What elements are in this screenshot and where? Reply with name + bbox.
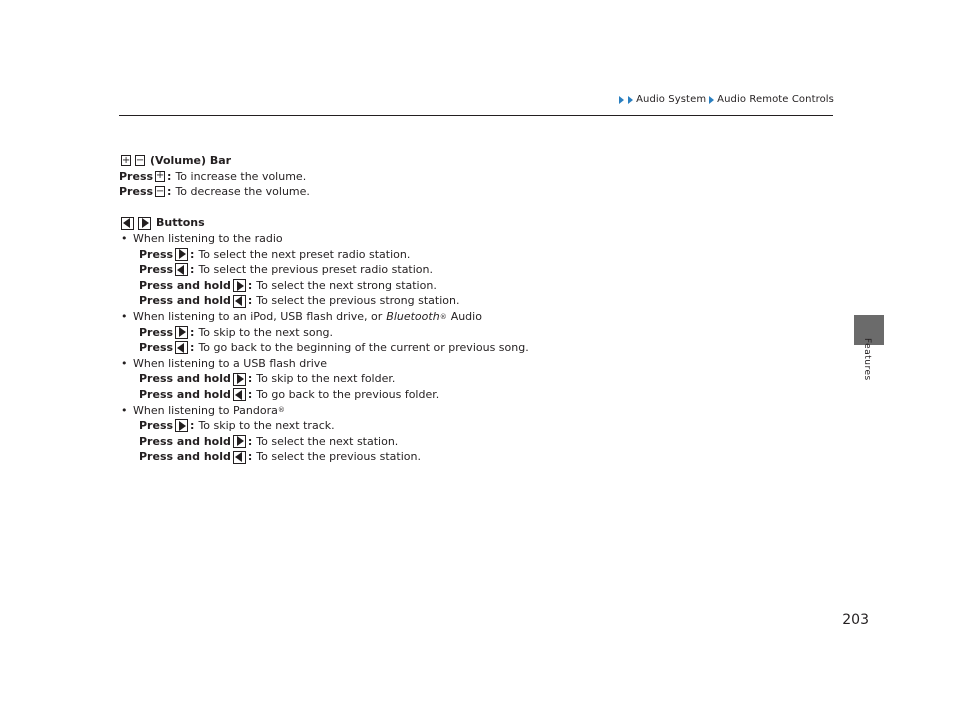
pandora-bullet-text: • When listening to Pandora xyxy=(133,403,278,417)
usb-hold-prev-line xyxy=(119,387,739,403)
colon: : xyxy=(190,419,195,433)
radio-next-line xyxy=(119,247,739,263)
right-arrow-button-icon xyxy=(233,373,246,386)
pandora-hold-next-line xyxy=(119,434,739,450)
increase-text: To increase the volume. xyxy=(175,169,307,183)
registered-mark: ® xyxy=(277,406,285,415)
left-arrow-button-icon xyxy=(233,295,246,308)
press-and-hold-label: Press and hold xyxy=(139,372,231,386)
pandora-hold-prev-line xyxy=(119,449,739,465)
ipod-bullet-text: • When listening to an iPod, USB flash drive, or xyxy=(133,309,383,323)
registered-mark: ® xyxy=(439,312,447,321)
colon: : xyxy=(247,387,253,401)
ipod-next-line xyxy=(119,325,739,341)
bluetooth-text: Bluetooth xyxy=(386,309,440,323)
bullet-pandora xyxy=(119,403,739,419)
usb-hold-prev-text: To go back to the previous folder. xyxy=(256,387,440,401)
volume-decrease-line xyxy=(119,184,739,200)
left-arrow-button-icon xyxy=(233,451,246,464)
pandora-hold-next-text: To select the next station. xyxy=(256,434,399,448)
colon: : xyxy=(247,372,253,386)
press-and-hold-label: Press and hold xyxy=(139,278,231,292)
chevron-icon xyxy=(628,96,633,104)
buttons-heading xyxy=(119,215,739,231)
chevron-icon xyxy=(619,96,624,104)
chevron-icon xyxy=(709,96,714,104)
colon: : xyxy=(247,450,253,464)
press-label: Press xyxy=(139,263,174,277)
pandora-hold-prev-text: To select the previous station. xyxy=(256,450,421,464)
radio-next-text: To select the next preset radio station. xyxy=(198,247,411,261)
plus-key-icon: + xyxy=(121,154,131,166)
pandora-next-line xyxy=(119,418,739,434)
section-label: Features xyxy=(862,338,872,381)
breadcrumb xyxy=(618,94,834,105)
minus-key-icon: − xyxy=(155,185,165,197)
bullet-ipod xyxy=(119,309,739,325)
press-and-hold-label: Press and hold xyxy=(139,434,231,448)
press-and-hold-label: Press and hold xyxy=(139,387,231,401)
usb-hold-next-line xyxy=(119,371,739,387)
breadcrumb-part-1[interactable]: Audio System xyxy=(636,94,707,105)
press-label: Press xyxy=(139,341,174,355)
radio-hold-prev-line xyxy=(119,293,739,309)
radio-hold-next-text: To select the next strong station. xyxy=(256,278,437,292)
colon: : xyxy=(247,278,253,292)
right-arrow-button-icon xyxy=(138,217,151,230)
radio-hold-next-line xyxy=(119,278,739,294)
colon: : xyxy=(190,263,195,277)
colon: : xyxy=(190,325,195,339)
colon: : xyxy=(167,169,172,183)
minus-key-icon: − xyxy=(135,154,145,166)
press-label: Press xyxy=(119,185,154,199)
press-and-hold-label: Press and hold xyxy=(139,294,231,308)
ipod-prev-line xyxy=(119,340,739,356)
press-and-hold-label: Press and hold xyxy=(139,450,231,464)
colon: : xyxy=(190,341,195,355)
plus-key-icon: + xyxy=(155,170,165,182)
ipod-next-text: To skip to the next song. xyxy=(198,325,334,339)
page-number: 203 xyxy=(842,612,869,628)
press-label: Press xyxy=(119,169,154,183)
ipod-prev-text: To go back to the beginning of the current or previous song. xyxy=(198,341,529,355)
right-arrow-button-icon xyxy=(175,419,188,432)
left-arrow-button-icon xyxy=(175,263,188,276)
header-rule xyxy=(119,115,833,116)
pandora-next-text: To skip to the next track. xyxy=(198,419,335,433)
colon: : xyxy=(247,294,253,308)
right-arrow-button-icon xyxy=(233,279,246,292)
left-arrow-button-icon xyxy=(233,388,246,401)
colon: : xyxy=(247,434,253,448)
radio-hold-prev-text: To select the previous strong station. xyxy=(256,294,460,308)
decrease-text: To decrease the volume. xyxy=(175,185,310,199)
left-arrow-button-icon xyxy=(121,217,134,230)
press-label: Press xyxy=(139,247,174,261)
colon: : xyxy=(167,185,172,199)
right-arrow-button-icon xyxy=(175,326,188,339)
buttons-heading-text: Buttons xyxy=(156,216,205,230)
volume-increase-line xyxy=(119,169,739,185)
volume-heading-text: (Volume) Bar xyxy=(150,154,232,167)
colon: : xyxy=(190,247,195,261)
radio-prev-text: To select the previous preset radio station. xyxy=(198,263,434,277)
press-label: Press xyxy=(139,325,174,339)
volume-heading xyxy=(119,153,739,169)
audio-text: Audio xyxy=(450,309,482,323)
right-arrow-button-icon xyxy=(175,248,188,261)
right-arrow-button-icon xyxy=(233,435,246,448)
page-content xyxy=(119,153,739,465)
bullet-radio: • When listening to the radio xyxy=(119,231,739,247)
radio-prev-line xyxy=(119,262,739,278)
bullet-usb: • When listening to a USB flash drive xyxy=(119,356,739,372)
breadcrumb-part-2[interactable]: Audio Remote Controls xyxy=(717,94,834,105)
usb-hold-next-text: To skip to the next folder. xyxy=(256,372,396,386)
left-arrow-button-icon xyxy=(175,341,188,354)
press-label: Press xyxy=(139,419,174,433)
